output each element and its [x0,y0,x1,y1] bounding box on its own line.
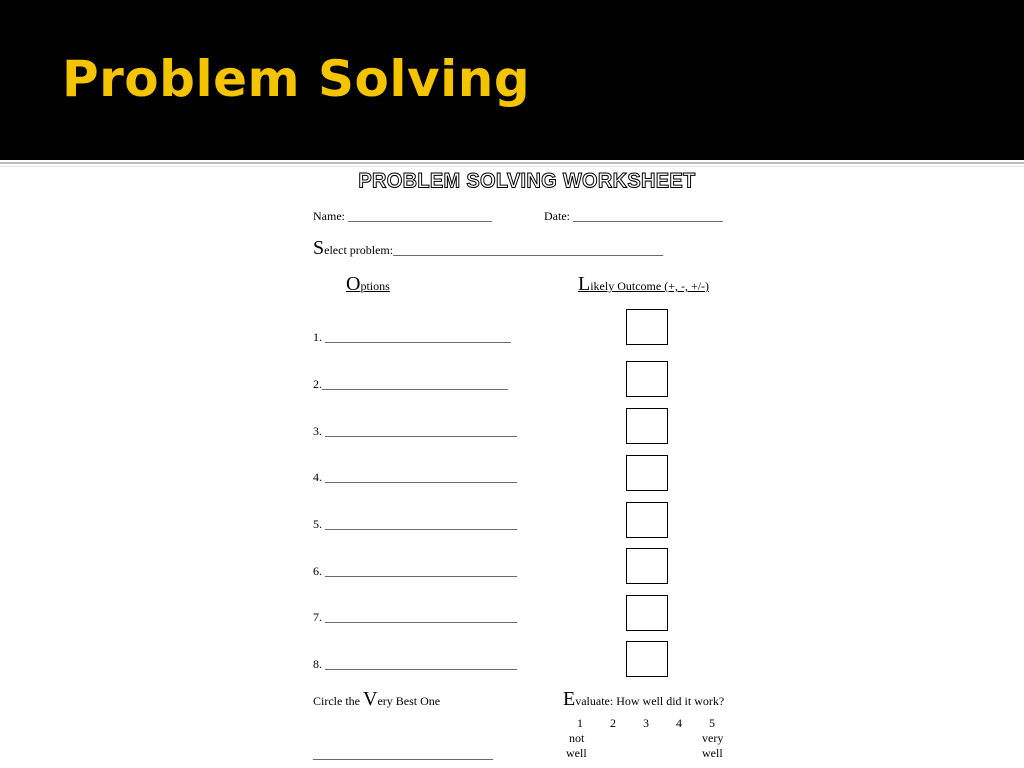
option-line-1: 1. _______________________________ [313,330,511,344]
circle-prefix: Circle the [313,694,363,708]
options-initial: O [346,273,361,295]
scale-3: 3 [643,716,649,730]
scale-5: 5 [709,716,715,730]
option-line-3: 3. ________________________________ [313,424,517,438]
header-divider-thin [0,166,1024,167]
name-field-label: Name: ________________________ [313,209,492,223]
select-problem-line: _____________________________________________ [393,243,664,257]
outcome-box-8 [626,641,668,677]
select-initial: S [313,237,325,259]
outcome-box-7 [626,595,668,631]
outcome-box-2 [626,361,668,397]
header-divider [0,162,1024,164]
option-line-4: 4. ________________________________ [313,470,517,484]
scale-high-label-2: well [702,746,723,760]
evaluate-initial: E [563,688,576,710]
scale-low-label-1: not [569,731,585,745]
scale-high-label-1: very [702,731,724,745]
option-line-6: 6. ________________________________ [313,564,517,578]
circle-best-label [313,689,440,709]
circle-rest: ery Best One [377,694,441,708]
best-option-line: ______________________________ [313,747,493,761]
option-line-8: 8. ________________________________ [313,657,517,671]
scale-1: 1 [577,716,583,730]
select-label: elect problem: [324,243,394,257]
outcome-initial: L [578,273,591,295]
select-problem-row [313,238,663,258]
outcome-label: ikely Outcome (+, -, +/-) [590,279,710,293]
option-line-7: 7. ________________________________ [313,610,517,624]
scale-low-label-2: well [566,746,587,760]
slide-header [0,0,1024,160]
outcome-box-4 [626,455,668,491]
evaluate-rest: valuate: How well did it work? [575,694,725,708]
options-label: ptions [360,279,390,293]
circle-initial: V [362,688,378,710]
outcome-box-1 [626,309,668,345]
options-heading [346,274,390,294]
slide-title: Problem Solving [62,50,531,108]
option-line-2: 2._______________________________ [313,377,508,391]
outcome-box-5 [626,502,668,538]
outcome-heading [578,274,709,294]
worksheet-title: PROBLEM SOLVING WORKSHEET [358,169,696,193]
outcome-box-3 [626,408,668,444]
scale-4: 4 [676,716,682,730]
date-field-label: Date: _________________________ [544,209,723,223]
scale-2: 2 [610,716,616,730]
evaluate-label [563,689,724,709]
outcome-box-6 [626,548,668,584]
option-line-5: 5. ________________________________ [313,517,517,531]
